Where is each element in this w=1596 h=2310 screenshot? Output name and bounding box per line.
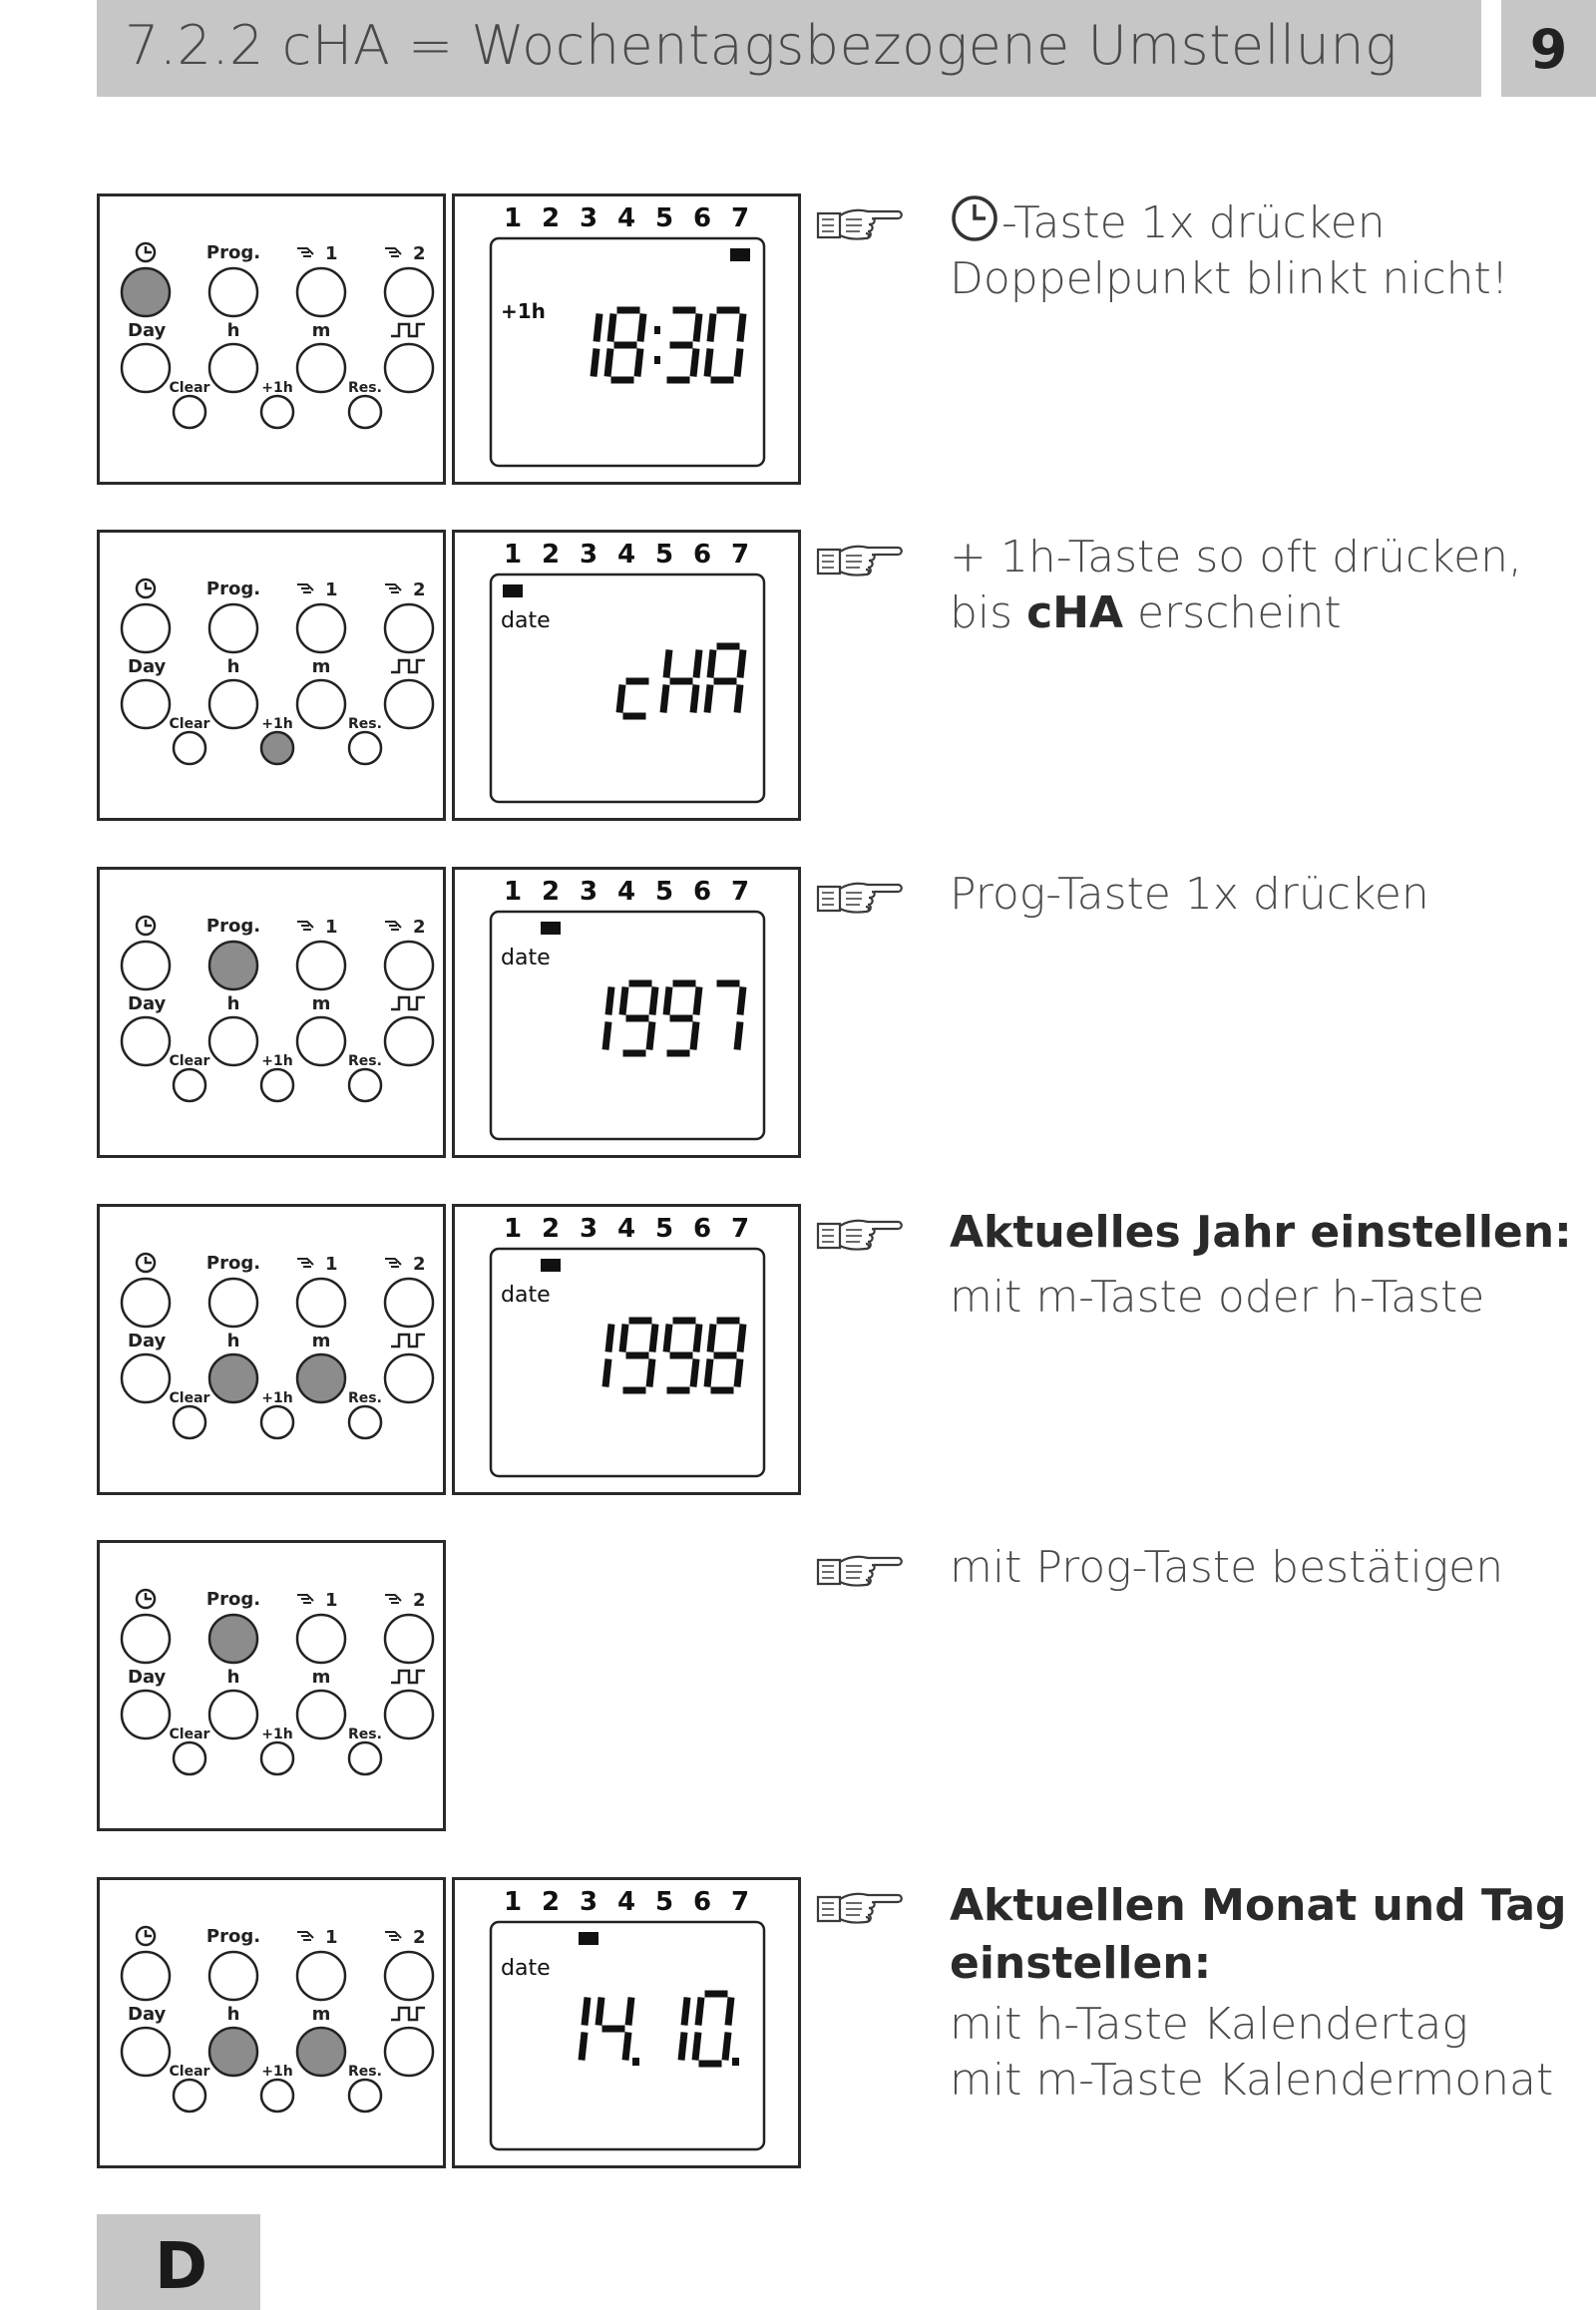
pulse-key[interactable] <box>385 1017 433 1065</box>
step-6 <box>0 1877 1596 2166</box>
weekday-number: 2 <box>541 540 561 570</box>
plus1h-key-label: +1h <box>261 716 293 732</box>
svg-text:2: 2 <box>413 917 426 938</box>
weekday-number: 4 <box>616 203 636 233</box>
instruction-block <box>950 1877 1567 2109</box>
svg-text:2: 2 <box>413 1927 426 1948</box>
instruction-title: Aktuelles Jahr einstellen: <box>950 1207 1572 1258</box>
weekday-number: 7 <box>730 1887 750 1917</box>
res-key-label: Res. <box>348 380 382 396</box>
lcd-colon <box>654 356 660 364</box>
day-key-label: Day <box>128 320 167 341</box>
res-key-label: Res. <box>348 2064 382 2080</box>
weekday-number: 7 <box>730 203 750 233</box>
weekday-number: 1 <box>503 540 523 570</box>
date-label: date <box>501 1283 551 1308</box>
pulse-icon <box>391 1671 425 1683</box>
day-key[interactable] <box>122 1691 170 1738</box>
lcd-graphic <box>455 533 798 818</box>
clock-key[interactable] <box>122 604 170 652</box>
lcd-display <box>452 1204 801 1495</box>
lcd-frame <box>491 238 764 466</box>
h-key[interactable] <box>209 1354 257 1402</box>
plus1h-key-label: +1h <box>261 1053 293 1069</box>
step-4 <box>0 1204 1596 1493</box>
day-key[interactable] <box>122 1017 170 1065</box>
lcd-digit-glyph <box>681 1998 687 2061</box>
keypad-graphic <box>100 1207 443 1492</box>
prog-key-label: Prog. <box>205 1926 261 1947</box>
instruction-line: + 1h-Taste so oft drücken, <box>950 532 1523 582</box>
weekday-number: 5 <box>654 1887 674 1917</box>
lcd-digit-glyph <box>607 310 643 380</box>
hand1-key[interactable] <box>297 1279 345 1327</box>
weekday-number: 3 <box>579 877 598 907</box>
pulse-key[interactable] <box>385 2028 433 2076</box>
day-indicator <box>579 1932 598 1945</box>
clock-key[interactable] <box>122 1615 170 1663</box>
weekday-number: 2 <box>541 203 561 233</box>
m-key-label: m <box>311 320 331 341</box>
clock-key-icon <box>137 1590 155 1608</box>
weekday-number: 5 <box>654 203 674 233</box>
hand1-key[interactable] <box>297 604 345 652</box>
weekday-number: 4 <box>616 877 636 907</box>
plus1h-key[interactable] <box>261 1742 293 1774</box>
lcd-digit-glyph <box>666 1321 699 1390</box>
hand1-key[interactable] <box>297 942 345 989</box>
language-letter: D <box>155 2230 208 2304</box>
keypad <box>97 530 446 821</box>
instruction-line: mit m-Taste oder h-Taste <box>950 1272 1485 1323</box>
clock-key-icon <box>137 1254 155 1272</box>
instruction-line: mit h-Taste Kalendertag <box>950 1999 1468 2050</box>
hand1-key[interactable] <box>297 268 345 316</box>
hand2-key[interactable] <box>385 942 433 989</box>
h-key-label: h <box>226 993 240 1014</box>
lcd-digit-glyph <box>619 681 649 716</box>
pointing-hand-icon <box>816 538 904 581</box>
lcd-digit-glyph <box>663 650 699 713</box>
lcd-digit-glyph <box>667 310 700 380</box>
prog-key-label: Prog. <box>205 916 261 937</box>
weekday-number: 1 <box>503 203 523 233</box>
plus1h-key-label: +1h <box>261 2064 293 2080</box>
pulse-key[interactable] <box>385 344 433 392</box>
hand2-manual-icon <box>385 243 426 264</box>
m-key[interactable] <box>297 344 345 392</box>
clear-key-label: Clear <box>169 1053 210 1069</box>
clock-key[interactable] <box>122 1952 170 2000</box>
weekday-number: 4 <box>616 1214 636 1244</box>
weekday-number: 2 <box>541 877 561 907</box>
svg-text:1: 1 <box>325 1590 338 1611</box>
step-1 <box>0 193 1596 483</box>
pulse-icon <box>391 660 425 672</box>
instruction-block <box>950 1204 1572 1326</box>
lcd-digit-glyph <box>582 1998 588 2061</box>
keypad <box>97 867 446 1158</box>
weekday-number: 3 <box>579 540 598 570</box>
res-key-label: Res. <box>348 1390 382 1406</box>
res-key[interactable] <box>349 732 381 764</box>
date-label: date <box>501 946 551 970</box>
clear-key[interactable] <box>174 1406 205 1438</box>
prog-key[interactable] <box>209 1615 257 1663</box>
plus1h-key[interactable] <box>261 732 293 764</box>
clear-key-label: Clear <box>169 2064 210 2080</box>
svg-text:2: 2 <box>413 243 426 264</box>
instruction-text: bis <box>950 587 1027 638</box>
lcd-digit-glyph <box>695 1994 731 2064</box>
hand1-manual-icon <box>297 1927 338 1948</box>
lcd-digit-glyph <box>605 1325 611 1387</box>
prog-key-label: Prog. <box>205 242 261 263</box>
h-key[interactable] <box>209 1691 257 1738</box>
clock-key-icon <box>137 1927 155 1945</box>
lcd-dot <box>632 2058 639 2066</box>
hand2-key[interactable] <box>385 1615 433 1663</box>
lcd-graphic <box>455 1207 798 1492</box>
weekday-number: 5 <box>654 1214 674 1244</box>
hand1-manual-icon <box>297 1254 338 1275</box>
lcd-display <box>452 1877 801 2168</box>
m-key[interactable] <box>297 1354 345 1402</box>
date-label: date <box>501 608 551 633</box>
res-key[interactable] <box>349 396 381 428</box>
day-indicator <box>541 1259 561 1272</box>
page-number: 9 <box>1529 18 1568 81</box>
lcd-digit-glyph <box>707 646 743 713</box>
hand2-manual-icon <box>385 917 426 938</box>
weekday-number: 5 <box>654 540 674 570</box>
lcd-digit-glyph <box>622 983 655 1053</box>
keypad <box>97 1540 446 1831</box>
instruction-block <box>950 193 1548 307</box>
instruction-title: Aktuellen Monat und Tag <box>950 1880 1567 1931</box>
instruction-text: -Taste 1x drücken <box>1001 197 1386 248</box>
pulse-icon <box>391 997 425 1009</box>
lcd-display <box>452 193 801 485</box>
pointing-hand-icon <box>816 1885 904 1929</box>
svg-text:1: 1 <box>325 1254 338 1275</box>
weekday-number: 1 <box>503 1887 523 1917</box>
plus1h-key-label: +1h <box>261 1727 293 1742</box>
prog-key[interactable] <box>209 1279 257 1327</box>
pulse-key[interactable] <box>385 1354 433 1402</box>
weekday-number: 3 <box>579 1214 598 1244</box>
h-key-label: h <box>226 1667 240 1688</box>
hand1-key[interactable] <box>297 1952 345 2000</box>
instruction-block <box>950 530 1548 641</box>
step-3 <box>0 867 1596 1156</box>
pulse-icon <box>391 324 425 336</box>
m-key[interactable] <box>297 2028 345 2076</box>
hand2-manual-icon <box>385 1590 426 1611</box>
day-key-label: Day <box>128 656 167 677</box>
lcd-digit-glyph <box>598 1998 631 2061</box>
res-key[interactable] <box>349 1742 381 1774</box>
plus1h-key[interactable] <box>261 1069 293 1101</box>
instruction-block <box>950 1540 1548 1596</box>
weekday-number: 6 <box>692 1214 712 1244</box>
lcd-digit-glyph <box>594 314 599 377</box>
lcd-digit-glyph <box>605 987 611 1050</box>
weekday-number: 6 <box>692 540 712 570</box>
weekday-number: 4 <box>616 540 636 570</box>
plus1h-key-label: +1h <box>261 380 293 396</box>
clear-key-label: Clear <box>169 1727 210 1742</box>
clear-key-label: Clear <box>169 1390 210 1406</box>
lcd-digit-glyph <box>622 1321 655 1390</box>
weekday-number: 6 <box>692 203 712 233</box>
svg-text:2: 2 <box>413 579 426 600</box>
weekday-number: 3 <box>579 203 598 233</box>
lcd-value-text: cHA <box>455 533 457 534</box>
res-key-label: Res. <box>348 1053 382 1069</box>
prog-key-label: Prog. <box>205 1253 261 1274</box>
lcd-graphic <box>455 870 798 1155</box>
prog-key-label: Prog. <box>205 1589 261 1610</box>
weekday-number: 7 <box>730 540 750 570</box>
clock-key-icon <box>137 243 155 261</box>
instruction-line: Doppelpunkt blinkt nicht! <box>950 253 1509 304</box>
lcd-digit-glyph <box>707 1321 743 1390</box>
res-key-label: Res. <box>348 716 382 732</box>
lcd-graphic <box>455 196 798 482</box>
pulse-icon <box>391 1335 425 1347</box>
h-key-label: h <box>226 1331 240 1351</box>
res-key[interactable] <box>349 1406 381 1438</box>
h-key[interactable] <box>209 344 257 392</box>
h-key-label: h <box>226 656 240 677</box>
hand1-key[interactable] <box>297 1615 345 1663</box>
weekday-number: 4 <box>616 1887 636 1917</box>
day-key[interactable] <box>122 344 170 392</box>
weekday-number: 6 <box>692 877 712 907</box>
m-key-label: m <box>311 656 331 677</box>
svg-text:1: 1 <box>325 243 338 264</box>
clear-key[interactable] <box>174 1069 205 1101</box>
svg-text:2: 2 <box>413 1590 426 1611</box>
day-key[interactable] <box>122 1354 170 1402</box>
svg-text:1: 1 <box>325 579 338 600</box>
weekday-number: 2 <box>541 1887 561 1917</box>
prog-key-label: Prog. <box>205 578 261 599</box>
day-key[interactable] <box>122 680 170 728</box>
lcd-graphic <box>455 1880 798 2165</box>
clear-key[interactable] <box>174 732 205 764</box>
day-key-label: Day <box>128 2004 167 2025</box>
section-title: 7.2.2 cHA = Wochentagsbezogene Umstellung <box>125 14 1397 77</box>
date-label: date <box>501 1956 551 1981</box>
instruction-line <box>950 193 1548 251</box>
keypad <box>97 1204 446 1495</box>
lcd-value-text: 1997 <box>455 870 458 871</box>
res-key-label: Res. <box>348 1727 382 1742</box>
day-indicator <box>541 922 561 935</box>
h-key-label: h <box>226 2004 240 2025</box>
lcd-display <box>452 867 801 1158</box>
instruction-bold-text: cHA <box>1026 587 1124 638</box>
weekday-number: 3 <box>579 1887 598 1917</box>
keypad <box>97 1877 446 2168</box>
instruction-text: erscheint <box>1123 587 1342 638</box>
lcd-digit-glyph <box>717 983 744 1050</box>
svg-text:1: 1 <box>325 917 338 938</box>
hand1-manual-icon <box>297 917 338 938</box>
clear-key-label: Clear <box>169 380 210 396</box>
weekday-number: 5 <box>654 877 674 907</box>
clear-key[interactable] <box>174 1742 205 1774</box>
keypad-graphic <box>100 533 443 818</box>
plus1h-key-label: +1h <box>261 1390 293 1406</box>
hand1-manual-icon <box>297 1590 338 1611</box>
keypad-graphic <box>100 870 443 1155</box>
m-key-label: m <box>311 993 331 1014</box>
lcd-digit-glyph <box>707 310 743 380</box>
page-number-box <box>1501 0 1596 97</box>
clock-key-icon <box>137 917 155 935</box>
m-key-label: m <box>311 2004 331 2025</box>
weekday-number: 7 <box>730 877 750 907</box>
h-key-label: h <box>226 320 240 341</box>
day-key-label: Day <box>128 1667 167 1688</box>
lcd-value-text: 1998 <box>455 1207 458 1208</box>
lcd-value-text: 18:30 <box>455 196 458 197</box>
lcd-digit-glyph <box>666 983 699 1053</box>
plus1h-indicator: +1h <box>501 299 546 323</box>
day-indicator <box>503 584 523 597</box>
instruction-title: einstellen: <box>950 1938 1212 1989</box>
h-key[interactable] <box>209 680 257 728</box>
day-key[interactable] <box>122 2028 170 2076</box>
instruction-line <box>950 585 1548 641</box>
plus1h-key[interactable] <box>261 396 293 428</box>
hand2-key[interactable] <box>385 1952 433 2000</box>
hand2-key[interactable] <box>385 268 433 316</box>
hand2-key[interactable] <box>385 604 433 652</box>
instruction-line: mit Prog-Taste bestätigen <box>950 1542 1504 1593</box>
plus1h-key[interactable] <box>261 2080 293 2112</box>
keypad-graphic <box>100 1543 443 1828</box>
pointing-hand-icon <box>816 201 904 245</box>
plus1h-key[interactable] <box>261 1406 293 1438</box>
clock-icon <box>950 193 999 243</box>
weekday-number: 6 <box>692 1887 712 1917</box>
m-key[interactable] <box>297 1017 345 1065</box>
weekday-number: 7 <box>730 1214 750 1244</box>
m-key-label: m <box>311 1331 331 1351</box>
clock-key[interactable] <box>122 942 170 989</box>
lcd-dot <box>732 2058 739 2066</box>
clock-key[interactable] <box>122 1279 170 1327</box>
pulse-icon <box>391 2008 425 2020</box>
weekday-number: 2 <box>541 1214 561 1244</box>
weekday-number: 1 <box>503 877 523 907</box>
pulse-key[interactable] <box>385 1691 433 1738</box>
svg-text:2: 2 <box>413 1254 426 1275</box>
m-key[interactable] <box>297 1691 345 1738</box>
instruction-line: mit m-Taste Kalendermonat <box>950 2055 1554 2106</box>
m-key[interactable] <box>297 680 345 728</box>
day-key-label: Day <box>128 993 167 1014</box>
pulse-key[interactable] <box>385 680 433 728</box>
prog-key[interactable] <box>209 1952 257 2000</box>
prog-key[interactable] <box>209 942 257 989</box>
hand2-manual-icon <box>385 579 426 600</box>
clock-key-icon <box>137 579 155 597</box>
svg-text:1: 1 <box>325 1927 338 1948</box>
step-5 <box>0 1540 1596 1829</box>
lcd-display <box>452 530 801 821</box>
res-key[interactable] <box>349 2080 381 2112</box>
hand2-manual-icon <box>385 1927 426 1948</box>
language-tab <box>97 2214 260 2310</box>
weekday-number: 1 <box>503 1214 523 1244</box>
m-key-label: m <box>311 1667 331 1688</box>
day-key-label: Day <box>128 1331 167 1351</box>
lcd-value-text: 14.10. <box>455 1880 459 1881</box>
clear-key-label: Clear <box>169 716 210 732</box>
keypad <box>97 193 446 485</box>
pointing-hand-icon <box>816 875 904 919</box>
hand1-manual-icon <box>297 243 338 264</box>
pointing-hand-icon <box>816 1548 904 1592</box>
h-key[interactable] <box>209 1017 257 1065</box>
instruction-block <box>950 867 1548 923</box>
clear-key[interactable] <box>174 2080 205 2112</box>
prog-key[interactable] <box>209 268 257 316</box>
keypad-graphic <box>100 1880 443 2165</box>
day-indicator <box>730 248 750 261</box>
h-key[interactable] <box>209 2028 257 2076</box>
prog-key[interactable] <box>209 604 257 652</box>
res-key[interactable] <box>349 1069 381 1101</box>
keypad-graphic <box>100 196 443 482</box>
section-header <box>97 0 1481 97</box>
clear-key[interactable] <box>174 396 205 428</box>
step-2 <box>0 530 1596 819</box>
clock-key[interactable] <box>122 268 170 316</box>
pointing-hand-icon <box>816 1212 904 1256</box>
instruction-line: Prog-Taste 1x drücken <box>950 869 1429 920</box>
hand1-manual-icon <box>297 579 338 600</box>
hand2-key[interactable] <box>385 1279 433 1327</box>
hand2-manual-icon <box>385 1254 426 1275</box>
lcd-colon <box>654 326 660 334</box>
